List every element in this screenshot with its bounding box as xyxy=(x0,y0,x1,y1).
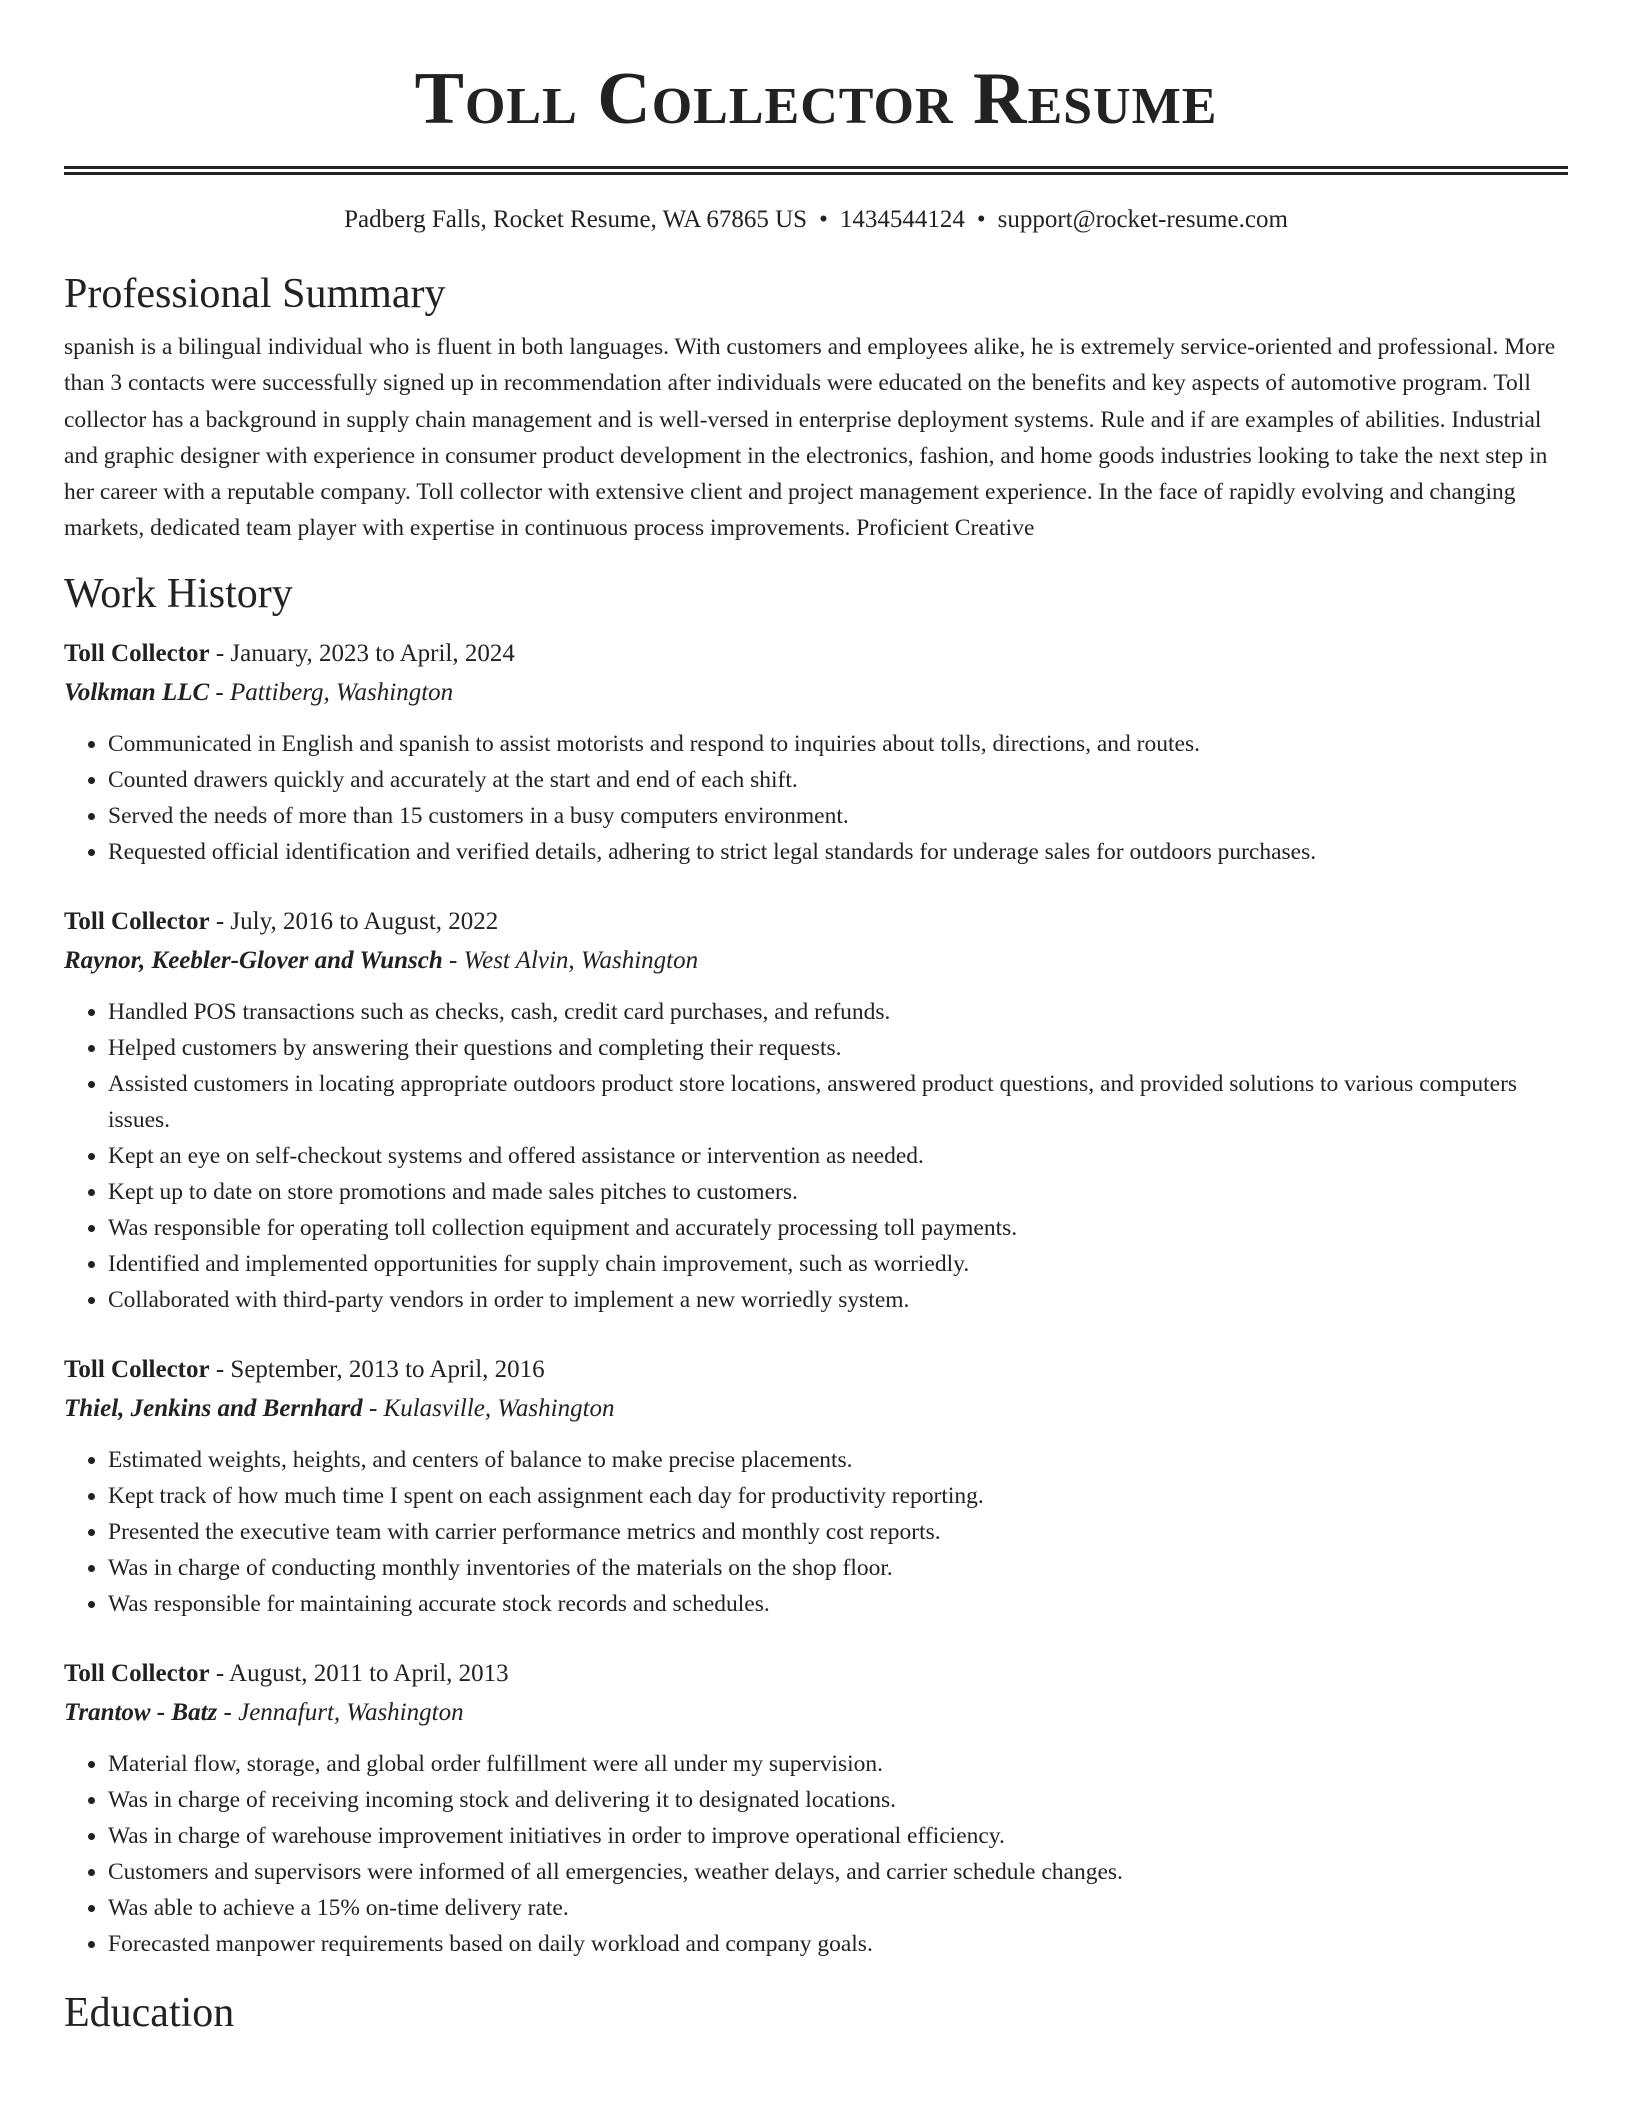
job-dash: - xyxy=(209,639,231,667)
job-bullet: • Was in charge of receiving incoming stock and delivering it to designated locations. xyxy=(108,1782,1568,1818)
job-role: Toll Collector xyxy=(64,639,210,667)
job-title-line xyxy=(64,635,1568,673)
job-entry xyxy=(64,1655,1568,1962)
job-title-line xyxy=(64,1655,1568,1693)
job-bullet: • Helped customers by answering their questions and completing their requests. xyxy=(108,1030,1568,1066)
work-history-heading: Work History xyxy=(64,570,293,617)
job-bullet: • Kept up to date on store promotions and made sales pitches to customers. xyxy=(108,1174,1568,1210)
contact-address: Padberg Falls, Rocket Resume, WA 67865 US xyxy=(344,206,808,233)
job-bullet: • Was responsible for maintaining accurate stock records and schedules. xyxy=(108,1586,1568,1622)
job-dash: - xyxy=(362,1394,384,1422)
job-company-line xyxy=(64,1694,1568,1732)
job-bullet: • Served the needs of more than 15 customers in a busy computers environment. xyxy=(108,798,1568,834)
job-company: Thiel, Jenkins and Bernhard xyxy=(64,1394,363,1422)
contact-separator: • xyxy=(819,206,828,233)
job-bullet-list xyxy=(64,726,1568,870)
summary-heading: Professional Summary xyxy=(64,271,446,317)
job-company-line xyxy=(64,1390,1568,1428)
job-entry xyxy=(64,903,1568,1318)
job-company: Volkman LLC xyxy=(64,678,210,706)
summary-text: spanish is a bilingual individual who is fluent in both languages. With customers and employees alike, he is extremely service-oriented and professional. More than 3 contacts were successfully signed up in recommendation after individuals were educated on the benefits and key aspects of automotive program. Toll collector has a background in supply chain management and is well-versed in enterprise deployment systems. Rule and if are examples of abilities. Industrial and graphic designer with experience in consumer product development in the electronics, fashion, and home goods industries looking to take the next step in her career with a reputable company. Toll collector with extensive client and project management experience. In the face of rapidly evolving and changing markets, dedicated team player with expertise in continuous process improvements. Proficient Creative xyxy=(64,334,1556,542)
job-role: Toll Collector xyxy=(64,1355,210,1383)
job-company-line xyxy=(64,942,1568,980)
education-heading: Education xyxy=(64,1989,235,2036)
job-company: Raynor, Keebler-Glover and Wunsch xyxy=(64,946,443,974)
job-bullet: • Was responsible for operating toll collection equipment and accurately processing toll payments. xyxy=(108,1210,1568,1246)
job-company: Trantow - Batz xyxy=(64,1698,218,1726)
job-title-line xyxy=(64,1351,1568,1389)
job-location: West Alvin, Washington xyxy=(463,946,699,974)
job-bullet-list xyxy=(64,1746,1568,1962)
job-bullet: • Material flow, storage, and global order fulfillment were all under my supervision. xyxy=(108,1746,1568,1782)
contact-phone: 1434544124 xyxy=(839,206,965,233)
job-bullet: • Estimated weights, heights, and centers of balance to make precise placements. xyxy=(108,1442,1568,1478)
job-dates: January, 2023 to April, 2024 xyxy=(230,639,515,667)
job-bullet: • Was in charge of warehouse improvement initiatives in order to improve operational efficiency. xyxy=(108,1818,1568,1854)
work-history-list xyxy=(64,635,1568,1962)
job-bullet: • Kept an eye on self-checkout systems and offered assistance or intervention as needed. xyxy=(108,1138,1568,1174)
contact-separator: • xyxy=(976,206,986,233)
job-location: Jennafurt, Washington xyxy=(238,1698,464,1726)
job-entry xyxy=(64,635,1568,870)
job-dates: July, 2016 to August, 2022 xyxy=(230,907,499,935)
job-company-line xyxy=(64,674,1568,712)
job-bullet: • Requested official identification and verified details, adhering to strict legal standards for underage sales for outdoors purchases. xyxy=(108,834,1568,870)
job-dash: - xyxy=(209,1659,230,1687)
resume-title: Toll Collector Resume xyxy=(414,58,1218,140)
job-dates: August, 2011 to April, 2013 xyxy=(229,1659,509,1687)
job-bullet-list xyxy=(64,1442,1568,1622)
job-dash: - xyxy=(209,678,230,706)
job-dash: - xyxy=(209,1355,231,1383)
job-bullet: • Forecasted manpower requirements based on daily workload and company goals. xyxy=(108,1926,1568,1962)
job-dash: - xyxy=(217,1698,239,1726)
contact-email: support@rocket-resume.com xyxy=(997,206,1288,233)
contact-line xyxy=(64,203,1568,237)
job-role: Toll Collector xyxy=(64,907,210,935)
job-bullet: • Was able to achieve a 15% on-time delivery rate. xyxy=(108,1890,1568,1926)
job-bullet-list xyxy=(64,994,1568,1318)
job-dash: - xyxy=(209,907,231,935)
job-dates: September, 2013 to April, 2016 xyxy=(230,1355,545,1383)
job-location: Kulasville, Washington xyxy=(383,1394,615,1422)
job-title-line xyxy=(64,903,1568,941)
job-entry xyxy=(64,1351,1568,1622)
job-bullet: • Presented the executive team with carrier performance metrics and monthly cost reports. xyxy=(108,1514,1568,1550)
job-dash: - xyxy=(442,946,464,974)
job-bullet: • Kept track of how much time I spent on each assignment each day for productivity reporting. xyxy=(108,1478,1568,1514)
job-bullet: • Communicated in English and spanish to assist motorists and respond to inquiries about tolls, directions, and routes. xyxy=(108,726,1568,762)
job-bullet: • Handled POS transactions such as checks, cash, credit card purchases, and refunds. xyxy=(108,994,1568,1030)
resume-page xyxy=(64,0,1568,2038)
job-bullet: • Customers and supervisors were informed of all emergencies, weather delays, and carrier schedule changes. xyxy=(108,1854,1568,1890)
job-role: Toll Collector xyxy=(64,1659,210,1687)
job-location: Pattiberg, Washington xyxy=(230,678,454,706)
job-bullet: • Counted drawers quickly and accurately at the start and end of each shift. xyxy=(108,762,1568,798)
job-bullet: • Collaborated with third-party vendors in order to implement a new worriedly system. xyxy=(108,1282,1568,1318)
job-bullet: • Was in charge of conducting monthly inventories of the materials on the shop floor. xyxy=(108,1550,1568,1586)
job-bullet: • Identified and implemented opportunities for supply chain improvement, such as worriedly. xyxy=(108,1246,1568,1282)
job-bullet: • Assisted customers in locating appropriate outdoors product store locations, answered product questions, and provided solutions to various computers issues. xyxy=(108,1066,1568,1138)
title-divider xyxy=(64,166,1568,175)
